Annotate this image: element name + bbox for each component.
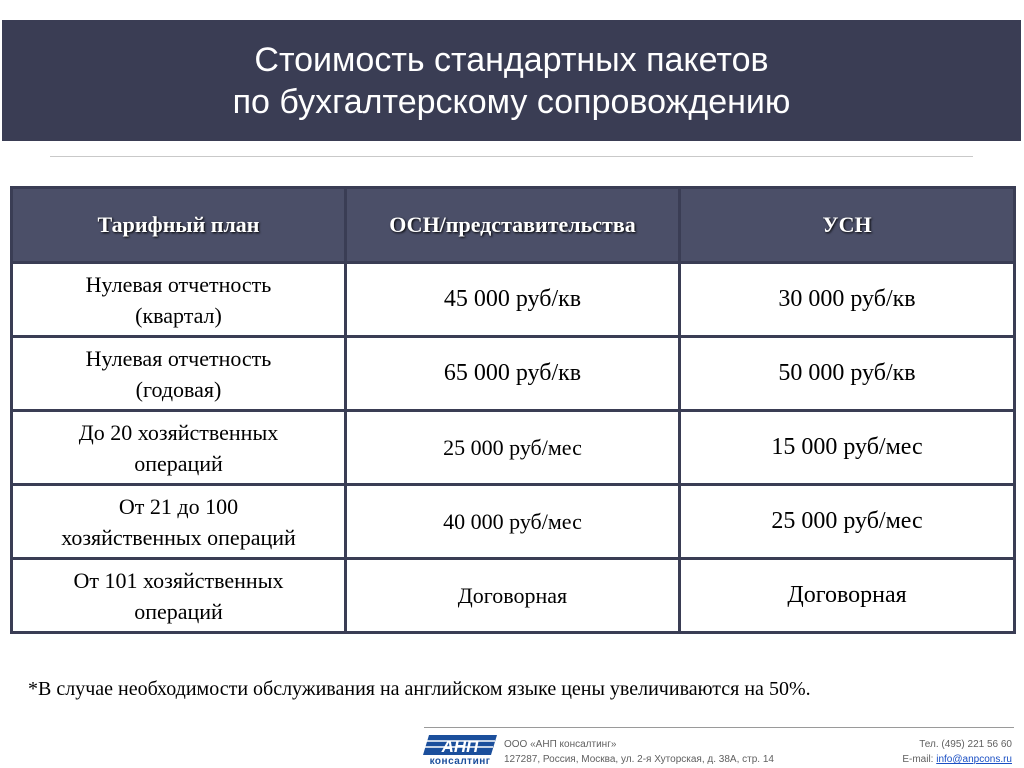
footnote: *В случае необходимости обслуживания на английском языке цены увеличиваются на 50%. (28, 678, 811, 700)
company-address: 127287, Россия, Москва, ул. 2-я Хуторская, д. 38А, стр. 14 (504, 754, 774, 765)
usn-price: 25 000 руб/мес (680, 485, 1015, 559)
plan-name-detail: хозяйственных операций (61, 524, 296, 550)
plan-name-detail: операций (134, 450, 223, 476)
plan-name-detail: операций (134, 598, 223, 624)
page-title-line-2: по бухгалтерскому сопровождению (232, 82, 791, 121)
header-tariff-plan: Тарифный план (12, 188, 346, 263)
table-row (12, 411, 1015, 485)
title-divider (50, 156, 973, 157)
osn-price: Договорная (346, 559, 680, 633)
plan-name: От 21 до 100 (118, 493, 239, 519)
plan-name-detail: (годовая) (135, 376, 222, 402)
osn-price: 25 000 руб/мес (346, 411, 680, 485)
plan-cell (12, 411, 346, 485)
company-info (504, 737, 774, 767)
table-header-row (12, 188, 1015, 263)
usn-price: 15 000 руб/мес (680, 411, 1015, 485)
logo-mark (423, 735, 497, 757)
usn-price: 30 000 руб/кв (680, 263, 1015, 337)
header-osn: ОСН/представительства (346, 188, 680, 263)
email-link[interactable]: info@anpcons.ru (936, 754, 1012, 765)
title-banner (2, 20, 1021, 141)
header-usn: УСН (680, 188, 1015, 263)
table-row (12, 485, 1015, 559)
table-row (12, 337, 1015, 411)
plan-cell (12, 485, 346, 559)
pricing-table (10, 186, 1016, 634)
plan-name: До 20 хозяйственных (78, 419, 279, 445)
table-row (12, 559, 1015, 633)
plan-name-detail: (квартал) (135, 302, 222, 328)
usn-price: Договорная (680, 559, 1015, 633)
email-label: E-mail: (902, 754, 937, 765)
osn-price: 40 000 руб/мес (346, 485, 680, 559)
table-row (12, 263, 1015, 337)
contact-info (902, 737, 1012, 767)
plan-cell (12, 337, 346, 411)
logo-letters: АНП (441, 737, 479, 756)
plan-cell (12, 559, 346, 633)
plan-cell (12, 263, 346, 337)
osn-price: 65 000 руб/кв (346, 337, 680, 411)
plan-name: От 101 хозяйственных (73, 567, 284, 593)
osn-price: 45 000 руб/кв (346, 263, 680, 337)
company-logo (423, 735, 497, 766)
page-title-line-1: Стоимость стандартных пакетов (254, 40, 769, 79)
email-line (902, 752, 1012, 767)
footer-divider (424, 727, 1014, 728)
phone: Тел. (495) 221 56 60 (919, 739, 1012, 750)
usn-price: 50 000 руб/кв (680, 337, 1015, 411)
company-name: ООО «АНП консалтинг» (504, 739, 617, 750)
plan-name: Нулевая отчетность (85, 345, 272, 371)
logo-subtitle: консалтинг (429, 756, 491, 767)
plan-name: Нулевая отчетность (85, 271, 272, 297)
